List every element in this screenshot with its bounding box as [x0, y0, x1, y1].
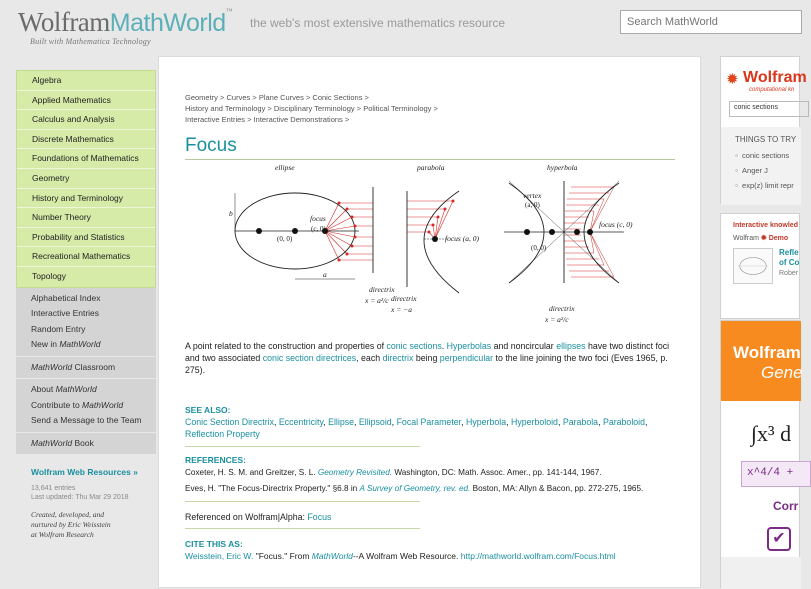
- label-dir-hyperbola-eq: x = a²/c: [545, 315, 569, 324]
- reference-1: Coxeter, H. S. M. and Greitzer, S. L. Geometry Revisited. Washington, DC: Math. Assoc. Amer., pp. 141-144, 1967.: [185, 468, 602, 477]
- link-hyperbolas[interactable]: Hyperbolas: [446, 341, 492, 351]
- site-tagline: the web's most extensive mathematics resource: [250, 16, 506, 30]
- sidebar-link-interactive-entries[interactable]: Interactive Entries: [31, 308, 100, 319]
- see-also-list: [185, 416, 655, 440]
- category-recreational-mathematics[interactable]: Recreational Mathematics: [17, 247, 155, 267]
- wolfram-alpha-logo[interactable]: Wolfram: [743, 69, 807, 86]
- breadcrumb-separator: >: [265, 104, 274, 113]
- check-icon: ✔: [767, 527, 791, 551]
- thing-item[interactable]: ○ Anger J: [735, 166, 768, 175]
- wolfram-alpha-input[interactable]: conic sections: [729, 101, 809, 117]
- breadcrumb-separator: >: [354, 104, 364, 113]
- list-separator: ,: [273, 417, 279, 427]
- label-c0-ellipse: (c, 0): [311, 225, 326, 233]
- title-divider: [185, 159, 675, 160]
- breadcrumb-link[interactable]: Geometry: [185, 93, 218, 102]
- breadcrumb-line: [185, 114, 685, 125]
- label-b: b: [229, 209, 233, 218]
- reference-2: Eves, H. "The Focus-Directrix Property." §6.8 in A Survey of Geometry, rev. ed. Boston, MA: Allyn & Bacon, pp. 272-275, 1965.: [185, 484, 644, 493]
- breadcrumb-line: [185, 103, 685, 114]
- see-also-link[interactable]: Focal Parameter: [396, 417, 462, 427]
- label-directrix-hyperbola: directrix: [549, 304, 575, 313]
- label-directrix-parabola: directrix: [391, 294, 417, 303]
- list-separator: ,: [557, 417, 563, 427]
- sidebar-link-contribute[interactable]: Contribute to MathWorld: [31, 399, 124, 410]
- link-geometry-revisited[interactable]: Geometry Revisited.: [317, 468, 393, 477]
- mathworld-logo[interactable]: WolframMathWorld™: [18, 7, 233, 37]
- citation: Weisstein, Eric W. "Focus." From MathWorld--A Wolfram Web Resource. http://mathworld.wolfram.com/Focus.html: [185, 551, 616, 561]
- link-ellipses[interactable]: ellipses: [556, 341, 586, 351]
- breadcrumb-link[interactable]: Political Terminology: [363, 104, 432, 113]
- header: [0, 0, 800, 54]
- things-to-try: [721, 127, 801, 205]
- sidebar-book-group: [16, 433, 156, 456]
- ad-code-box: x^4/4 +: [741, 461, 811, 487]
- credit-text: [31, 510, 156, 540]
- ad-correct-label: Corr: [773, 499, 799, 513]
- sidebar-classroom-group: [16, 357, 156, 380]
- breadcrumb-separator: >: [245, 115, 254, 124]
- label-focus-ellipse: focus: [310, 214, 326, 223]
- section-divider: [185, 528, 420, 529]
- label-origin-hyperbola: (0, 0): [531, 244, 547, 252]
- see-also-link[interactable]: Ellipse: [328, 417, 355, 427]
- link-survey-of-geometry[interactable]: A Survey of Geometry, rev. ed.: [359, 484, 471, 493]
- label-dir-parabola-eq: x = −a: [391, 305, 412, 314]
- main-content: [158, 56, 701, 588]
- credit-line: Created, developed, and: [31, 510, 105, 520]
- figure-label-ellipse: ellipse: [275, 163, 295, 172]
- references-heading: REFERENCES:: [185, 455, 246, 465]
- parabola-diagram: [390, 191, 479, 314]
- link-conic-sections[interactable]: conic sections: [386, 341, 442, 351]
- category-list: [16, 70, 156, 288]
- wolfram-ad[interactable]: [720, 320, 803, 588]
- wolfram-alpha-reference: Referenced on Wolfram|Alpha: Focus: [185, 512, 332, 522]
- breadcrumb: [185, 92, 685, 125]
- breadcrumb-line: [185, 92, 685, 103]
- label-vertex: vertex: [523, 191, 542, 200]
- things-to-try-heading: THINGS TO TRY: [735, 135, 797, 144]
- link-walpha-focus[interactable]: Focus: [307, 512, 332, 522]
- hyperbola-diagram: [504, 181, 633, 324]
- cite-heading: CITE THIS AS:: [185, 539, 243, 549]
- category-algebra[interactable]: Algebra: [17, 71, 155, 91]
- link-author[interactable]: Weisstein, Eric W.: [185, 551, 254, 561]
- web-resources: [16, 467, 156, 540]
- list-separator: ,: [461, 417, 466, 427]
- demo-title[interactable]: Refle of Co: [779, 248, 800, 267]
- category-discrete-mathematics[interactable]: Discrete Mathematics: [17, 130, 155, 150]
- breadcrumb-link[interactable]: Conic Sections: [312, 93, 363, 102]
- label-focus-parabola: focus (a, 0): [445, 234, 479, 243]
- list-separator: ,: [354, 417, 359, 427]
- link-mathworld[interactable]: MathWorld: [311, 551, 353, 561]
- see-also-link[interactable]: Ellipsoid: [358, 417, 392, 427]
- figure-label-parabola: parabola: [417, 163, 445, 172]
- demo-thumbnail[interactable]: [733, 248, 773, 284]
- breadcrumb-link[interactable]: Interactive Demonstrations: [253, 115, 343, 124]
- list-separator: ,: [323, 417, 329, 427]
- sidebar-link-classroom[interactable]: MathWorld Classroom: [31, 361, 116, 372]
- sidebar-link-send-message[interactable]: Send a Message to the Team: [31, 415, 142, 426]
- sidebar-link-alphabetical-index[interactable]: Alphabetical Index: [31, 292, 101, 303]
- label-directrix-ellipse: directrix: [369, 285, 395, 294]
- category-history-and-terminology[interactable]: History and Terminology: [17, 189, 155, 209]
- description: A point related to the construction and properties of conic sections. Hyperbolas and noncircular ellipses have two distinct foci and two associated conic section directrices, each directrix being perpendicular to the line joining the two foci (Eves 1965, p. 275).: [185, 341, 670, 375]
- breadcrumb-separator: >: [250, 93, 259, 102]
- label-a: a: [323, 270, 327, 279]
- breadcrumb-separator: >: [342, 115, 350, 124]
- figure-label-hyperbola: hyperbola: [547, 163, 578, 172]
- breadcrumb-link[interactable]: Interactive Entries: [185, 115, 246, 124]
- link-perpendicular[interactable]: perpendicular: [439, 353, 494, 363]
- link-citation-url[interactable]: http://mathworld.wolfram.com/Focus.html: [460, 551, 616, 561]
- category-applied-mathematics[interactable]: Applied Mathematics: [17, 91, 155, 111]
- see-also-link[interactable]: Paraboloid: [602, 417, 646, 427]
- list-separator: ,: [506, 417, 511, 427]
- demo-star-icon: ✹: [760, 235, 769, 242]
- category-geometry[interactable]: Geometry: [17, 169, 155, 189]
- breadcrumb-separator: >: [431, 104, 438, 113]
- list-separator: ,: [645, 417, 648, 427]
- ad-subtitle: Gene: [761, 363, 803, 382]
- see-also-link[interactable]: Reflection Property: [185, 429, 260, 439]
- link-directrix[interactable]: directrix: [382, 353, 414, 363]
- label-dir-ellipse-eq: x = a²/c: [365, 296, 389, 305]
- see-also-link[interactable]: Eccentricity: [278, 417, 324, 427]
- web-resources-link[interactable]: Wolfram Web Resources »: [31, 467, 138, 478]
- sidebar-nav-group: [16, 288, 156, 357]
- see-also-heading: SEE ALSO:: [185, 405, 231, 415]
- breadcrumb-link[interactable]: Plane Curves: [258, 93, 304, 102]
- demonstrations-panel: [720, 213, 800, 319]
- category-foundations-of-mathematics[interactable]: Foundations of Mathematics: [17, 149, 155, 169]
- last-updated: Last updated: Thu Mar 29 2018: [31, 494, 129, 502]
- demo-author: Rober: [779, 270, 799, 277]
- credit-line: nurtured by Eric Weisstein: [31, 520, 111, 530]
- breadcrumb-link[interactable]: History and Terminology: [185, 104, 266, 113]
- section-divider: [185, 446, 420, 447]
- wolfram-alpha-panel: [720, 56, 807, 204]
- entry-count: 13,641 entries: [31, 485, 76, 493]
- category-probability-and-statistics[interactable]: Probability and Statistics: [17, 228, 155, 248]
- sidebar-about-group: [16, 379, 156, 433]
- ad-integral: ∫x³ d: [751, 421, 792, 446]
- wolfram-alpha-star-icon: ✹: [726, 71, 739, 88]
- list-separator: ,: [598, 417, 603, 427]
- sidebar-link-random-entry[interactable]: Random Entry: [31, 323, 86, 334]
- breadcrumb-separator: >: [217, 93, 227, 102]
- focus-figure: [219, 161, 639, 341]
- section-divider: [185, 501, 420, 502]
- breadcrumb-link[interactable]: Disciplinary Terminology: [273, 104, 355, 113]
- see-also-link[interactable]: Conic Section Directrix: [185, 417, 274, 427]
- label-origin-ellipse: (0, 0): [277, 235, 293, 243]
- see-also-link[interactable]: Parabola: [562, 417, 599, 427]
- ad-footer: [721, 557, 801, 589]
- label-focus-hyperbola: focus (c, 0): [599, 220, 633, 229]
- sidebar-link-book[interactable]: MathWorld Book: [31, 437, 94, 448]
- sidebar: [16, 70, 156, 580]
- ellipse-diagram: [229, 187, 395, 305]
- category-topology[interactable]: Topology: [32, 270, 67, 281]
- search-input[interactable]: [620, 10, 802, 34]
- ellipse-focal-lines: [325, 203, 373, 260]
- credit-line: at Wolfram Research: [31, 530, 94, 540]
- ad-title: Wolfram: [733, 343, 801, 362]
- category-calculus-and-analysis[interactable]: Calculus and Analysis: [17, 110, 155, 130]
- breadcrumb-separator: >: [303, 93, 313, 102]
- demo-source: Wolfram ✹ Demo: [733, 235, 789, 242]
- list-separator: ,: [391, 417, 397, 427]
- thing-item[interactable]: ○ exp(z) limit repr: [735, 181, 794, 190]
- breadcrumb-link[interactable]: Curves: [226, 93, 251, 102]
- wolfram-alpha-tagline: computational kn: [749, 87, 795, 93]
- page-title: Focus: [185, 135, 237, 156]
- demo-heading: Interactive knowled: [733, 222, 798, 229]
- category-number-theory[interactable]: Number Theory: [17, 208, 155, 228]
- sidebar-link-new-in-mathworld[interactable]: New in MathWorld: [31, 339, 101, 350]
- thing-item[interactable]: ○ conic sections: [735, 151, 789, 160]
- sidebar-link-about[interactable]: About MathWorld: [31, 384, 97, 395]
- logo-byline: Built with Mathematica Technology: [30, 37, 151, 46]
- right-column: [720, 56, 807, 588]
- breadcrumb-separator: >: [362, 93, 369, 102]
- link-conic-section-directrices[interactable]: conic section directrices: [262, 353, 357, 363]
- see-also-link[interactable]: Hyperbola: [466, 417, 507, 427]
- label-a0-hyperbola: (a, 0): [525, 201, 540, 209]
- see-also-link[interactable]: Hyperboloid: [511, 417, 558, 427]
